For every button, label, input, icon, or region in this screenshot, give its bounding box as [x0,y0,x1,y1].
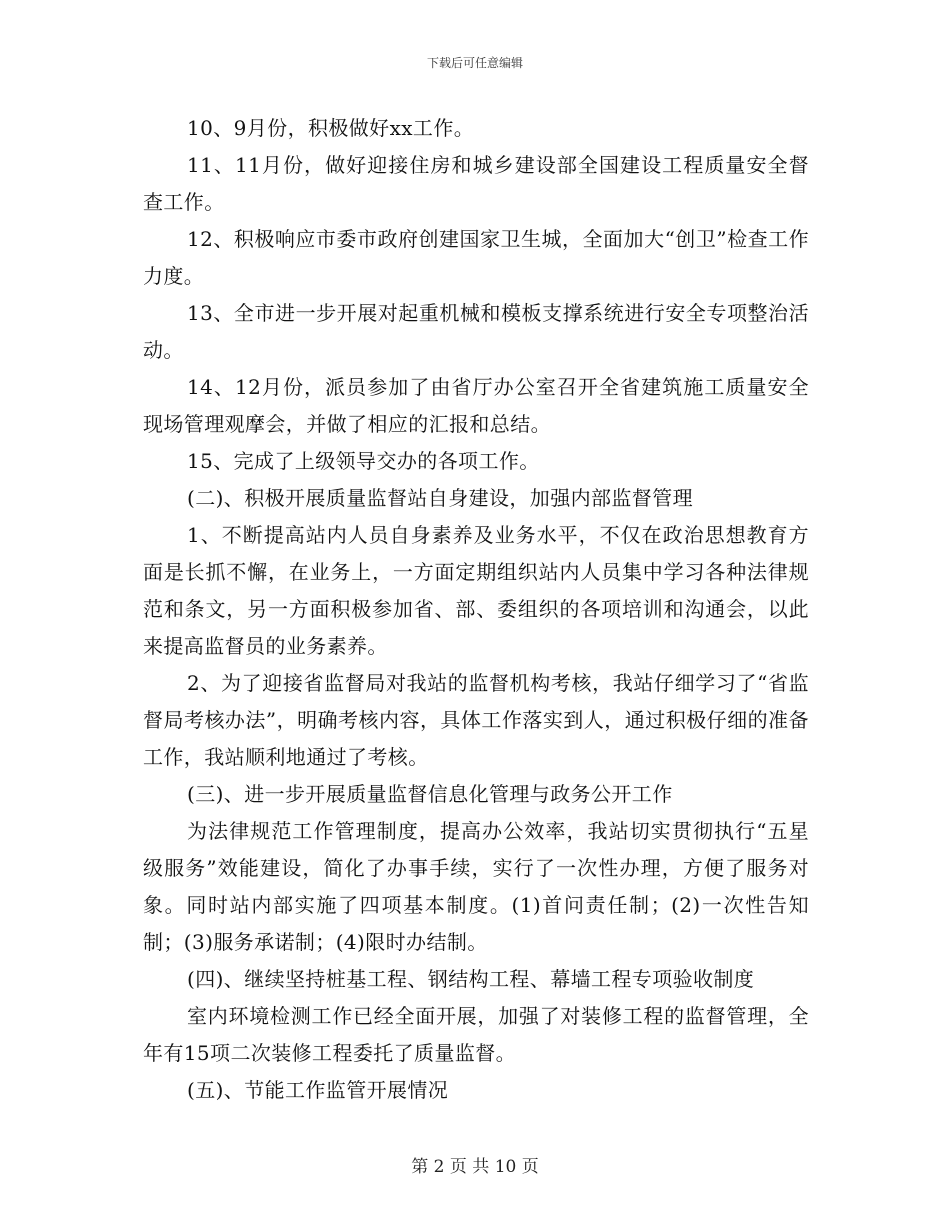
section-heading-4: (四)、继续坚持桩基工程、钢结构工程、幕墙工程专项验收制度 [187,967,755,991]
page-header: 下载后可任意编辑 [426,56,523,70]
section-heading-2: (二)、积极开展质量监督站自身建设，加强内部监督管理 [187,486,694,510]
section-heading-5: (五)、节能工作监管开展情况 [187,1078,449,1102]
paragraph-item-11: 11、11月份，做好迎接住房和城乡建设部全国建设工程质量安全督查工作。 [143,153,809,214]
document-body [143,110,809,1109]
paragraph-item-10: 10、9月份，积极做好xx工作。 [187,116,475,140]
paragraph-service: 为法律规范工作管理制度，提高办公效率，我站切实贯彻执行“五星级服务”效能建设，简化了办事手续，实行了一次性办理，方便了服务对象。同时站内部实施了四项基本制度。(1)首问责任制；(2)一次性告知制；(3)服务承诺制；(4)限时办结制。 [143,819,809,954]
paragraph-item-13: 13、全市进一步开展对起重机械和模板支撑系统进行安全专项整治活动。 [143,301,809,362]
paragraph-assessment: 2、为了迎接省监督局对我站的监督机构考核，我站仔细学习了“省监督局考核办法”，明确考核内容，具体工作落实到人，通过积极仔细的准备工作，我站顺利地通过了考核。 [143,671,809,769]
paragraph-item-14: 14、12月份，派员参加了由省厅办公室召开全省建筑施工质量安全现场管理观摩会，并做了相应的汇报和总结。 [143,375,809,436]
paragraph-training: 1、不断提高站内人员自身素养及业务水平，不仅在政治思想教育方面是长抓不懈，在业务上，一方面定期组织站内人员集中学习各种法律规范和条文，另一方面积极参加省、部、委组织的各项培训和沟通会，以此来提高监督员的业务素养。 [143,523,809,658]
paragraph-indoor-testing: 室内环境检测工作已经全面开展，加强了对装修工程的监督管理，全年有15项二次装修工程委托了质量监督。 [143,1004,809,1065]
paragraph-item-15: 15、完成了上级领导交办的各项工作。 [187,449,540,473]
section-heading-3: (三)、进一步开展质量监督信息化管理与政务公开工作 [187,782,673,806]
page-number: 第 2 页 共 10 页 [411,1157,539,1177]
paragraph-item-12: 12、积极响应市委市政府创建国家卫生城，全面加大“创卫”检查工作力度。 [143,227,809,288]
